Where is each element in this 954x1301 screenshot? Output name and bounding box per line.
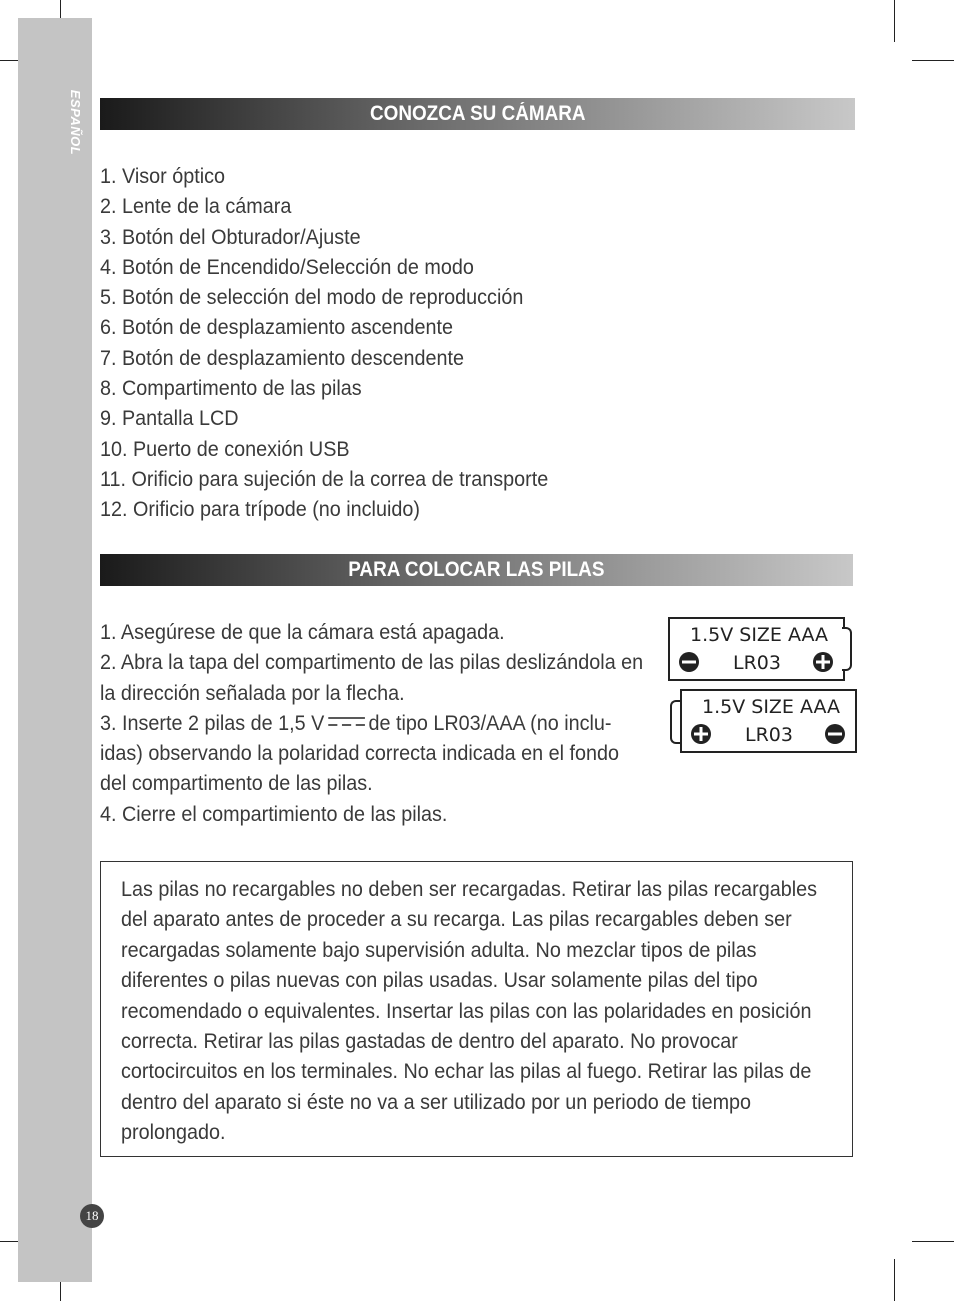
section-heading-batteries <box>100 554 853 586</box>
minus-icon <box>678 651 700 673</box>
battery-size-label: 1.5V SIZE AAA <box>702 696 841 718</box>
page-sidebar <box>18 18 92 1282</box>
section-title: CONOZCA SU CÁMARA <box>369 102 586 125</box>
section-title: PARA COLOCAR LAS PILAS <box>348 558 605 581</box>
step-line: 2. Abra la tapa del compartimento de las pilas deslizándola en <box>100 650 644 675</box>
plus-icon <box>690 723 712 745</box>
list-item: 6. Botón de desplazamiento ascendente <box>100 315 454 340</box>
crop-mark <box>894 1259 895 1301</box>
battery-size-label: 1.5V SIZE AAA <box>690 624 829 646</box>
battery-terminal <box>670 700 680 744</box>
list-item: 2. Lente de la cámara <box>100 194 292 219</box>
battery-steps <box>100 617 700 829</box>
page-number: 18 <box>80 1204 104 1228</box>
minus-icon <box>824 723 846 745</box>
list-item: 8. Compartimento de las pilas <box>100 376 362 401</box>
dc-voltage-icon <box>328 716 365 728</box>
list-item: 1. Visor óptico <box>100 164 225 188</box>
list-item: 7. Botón de desplazamiento descendente <box>100 345 465 370</box>
crop-mark <box>894 0 895 42</box>
battery-diagram-bottom <box>680 689 857 753</box>
step-text: 3. Inserte 2 pilas de 1,5 V <box>100 710 325 735</box>
battery-model-label: LR03 <box>733 652 781 674</box>
list-item: 11. Orificio para sujeción de la correa de transporte <box>100 466 549 491</box>
crop-mark <box>912 1241 954 1242</box>
step-line: 1. Asegúrese de que la cámara está apagada. <box>100 620 505 644</box>
list-item: 3. Botón del Obturador/Ajuste <box>100 224 361 249</box>
list-item: 12. Orificio para trípode (no incluido) <box>100 497 420 522</box>
step-line <box>100 708 652 738</box>
parts-list <box>100 161 587 525</box>
list-item: 5. Botón de selección del modo de reproducción <box>100 285 524 310</box>
list-item: 9. Pantalla LCD <box>100 406 239 431</box>
crop-mark <box>912 60 954 61</box>
battery-terminal <box>842 627 852 671</box>
language-label: ESPAÑOL <box>68 89 84 155</box>
battery-diagram-top <box>668 617 845 681</box>
step-text: de tipo LR03/AAA (no inclu- <box>368 710 612 735</box>
step-line: la dirección señalada por la flecha. <box>100 680 405 705</box>
section-heading-camera <box>100 98 855 130</box>
step-line: del compartimento de las pilas. <box>100 771 373 796</box>
battery-warning-box <box>100 861 853 1157</box>
language-tab <box>66 80 86 164</box>
step-line: idas) observando la polaridad correcta indicada en el fondo <box>100 741 620 766</box>
warning-text: Las pilas no recargables no deben ser recargadas. Retirar las pilas recargables del aparato antes de proceder a su recarga. Las pilas recargables deben ser recargadas solamente bajo supervisión adulta. No mezclar tipos de pilas diferentes o pilas nuevas con pilas usadas. Usar solamente pilas del tipo recomendado o equivalentes. Insertar las pilas con las polaridades en posición correcta. Retirar las pilas gastadas de dentro del aparato. No provocar cortocircuitos en los terminales. No echar las pilas al fuego. Retirar las pilas de dentro del aparato si éste no va a ser utilizado por un periodo de tiempo prolongado. <box>121 877 817 1145</box>
battery-model-label: LR03 <box>745 724 793 746</box>
list-item: 4. Botón de Encendido/Selección de modo <box>100 254 474 279</box>
step-line: 4. Cierre el compartimiento de las pilas. <box>100 801 448 826</box>
list-item: 10. Puerto de conexión USB <box>100 436 350 461</box>
plus-icon <box>812 651 834 673</box>
